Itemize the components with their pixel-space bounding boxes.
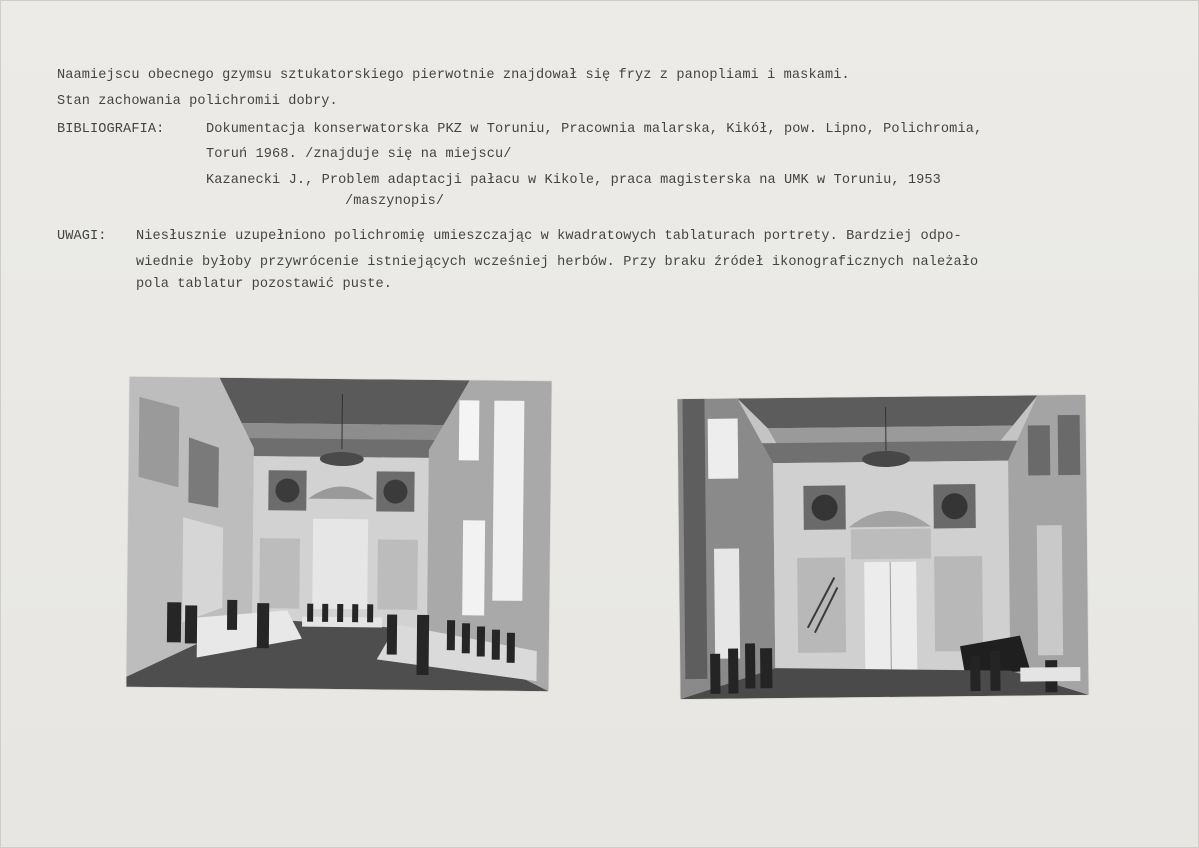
notes-line-1: Niesłusznie uzupełniono polichromię umieszczając w kwadratowych tablaturach portrety. Bardziej odpo- xyxy=(136,229,962,244)
notes-line-3: pola tablatur pozostawić puste. xyxy=(136,277,392,292)
typed-line-frieze: Naamiejscu obecnego gzymsu sztukatorskiego pierwotnie znajdował się fryz z panopliami i maskami. xyxy=(57,68,850,83)
notes-line-2: wiednie byłoby przywrócenie istniejących wcześniej herbów. Przy braku źródeł ikonograficznych należało xyxy=(136,255,979,270)
bibliography-entry-1-line-1: Dokumentacja konserwatorska PKZ w Toruniu, Pracownia malarska, Kikół, pow. Lipno, Polichromia, xyxy=(206,122,983,137)
bibliography-entry-1-line-2: Toruń 1968. /znajduje się na miejscu/ xyxy=(206,147,512,162)
notes-label: UWAGI: xyxy=(57,229,107,244)
typed-line-condition: Stan zachowania polichromii dobry. xyxy=(57,94,338,109)
bibliography-label: BIBLIOGRAFIA: xyxy=(57,122,165,137)
photo-hall-dining-tables-image xyxy=(126,377,551,691)
bibliography-entry-2-line-1: Kazanecki J., Problem adaptacji pałacu w Kikole, praca magisterska na UMK w Toruniu, 1953 xyxy=(206,173,941,188)
photo-hall-doorway-piano xyxy=(677,395,1088,699)
photo-hall-dining-tables xyxy=(126,377,551,691)
photo-hall-doorway-piano-image xyxy=(677,395,1088,699)
bibliography-entry-2-line-2: /maszynopis/ xyxy=(345,194,445,209)
